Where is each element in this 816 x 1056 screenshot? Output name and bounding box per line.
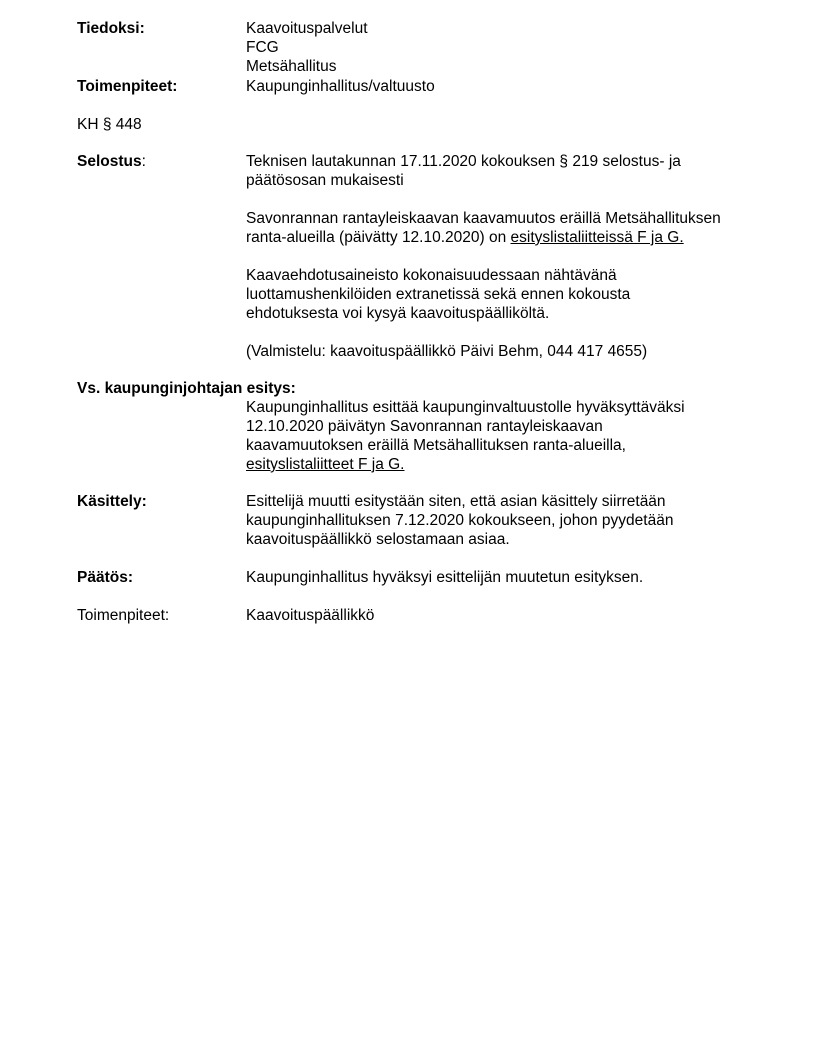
toimenpiteet-2-value: Kaavoituspäällikkö <box>246 607 375 624</box>
selostus-paragraph-1 <box>246 152 766 190</box>
recipient-metsahallitus: Metsähallitus <box>246 58 337 75</box>
selostus-p1-line: Teknisen lautakunnan 17.11.2020 kokouksen § 219 selostus- ja <box>246 153 681 170</box>
attachments-link[interactable]: esityslistaliitteissä F ja G. <box>510 229 684 246</box>
esitys-attachments-link[interactable]: esityslistaliitteet F ja G. <box>246 456 405 473</box>
tiedoksi-recipients <box>246 19 766 76</box>
esitys-label: Vs. kaupunginjohtajan esitys: <box>77 380 296 397</box>
selostus-paragraph-3 <box>246 266 766 323</box>
esitys-line: kaavamuutoksen eräillä Metsähallituksen ranta-alueilla, <box>246 437 626 454</box>
selostus-label-text: Selostus <box>77 153 142 170</box>
paatos-value: Kaupunginhallitus hyväksyi esittelijän muutetun esityksen. <box>246 569 644 586</box>
selostus-p3-line: ehdotuksesta voi kysyä kaavoituspäälliköltä. <box>246 305 550 322</box>
selostus-p2-line: Savonrannan rantayleiskaavan kaavamuutos eräillä Metsähallituksen <box>246 210 721 227</box>
esitys-text <box>246 398 766 474</box>
recipient-kaavoituspalvelut: Kaavoituspalvelut <box>246 20 368 37</box>
recipient-fcg: FCG <box>246 39 279 56</box>
kasittely-text <box>246 492 766 549</box>
selostus-p3-line: luottamushenkilöiden extranetissä sekä ennen kokousta <box>246 286 631 303</box>
selostus-label <box>77 152 146 171</box>
tiedoksi-label: Tiedoksi: <box>77 20 145 37</box>
kasittely-line: kaupunginhallituksen 7.12.2020 kokoukseen, johon pyydetään <box>246 512 674 529</box>
valmistelu-note: (Valmistelu: kaavoituspäällikkö Päivi Behm, 044 417 4655) <box>246 343 648 360</box>
toimenpiteet-2-label: Toimenpiteet: <box>77 607 170 624</box>
esitys-line: Kaupunginhallitus esittää kaupunginvaltuustolle hyväksyttäväksi <box>246 399 685 416</box>
toimenpiteet-value: Kaupunginhallitus/valtuusto <box>246 78 435 95</box>
kasittely-line: Esittelijä muutti esitystään siten, että asian käsittely siirretään <box>246 493 666 510</box>
paatos-label: Päätös: <box>77 569 133 586</box>
selostus-p1-line: päätösosan mukaisesti <box>246 172 404 189</box>
kasittely-line: kaavoituspäällikkö selostamaan asiaa. <box>246 531 510 548</box>
kasittely-label: Käsittely: <box>77 493 147 510</box>
section-reference: KH § 448 <box>77 116 142 133</box>
esitys-line: 12.10.2020 päivätyn Savonrannan rantayleiskaavan <box>246 418 603 435</box>
toimenpiteet-label: Toimenpiteet: <box>77 78 178 95</box>
selostus-p2-line <box>246 228 766 247</box>
selostus-p3-line: Kaavaehdotusaineisto kokonaisuudessaan nähtävänä <box>246 267 617 284</box>
selostus-label-colon: : <box>141 153 146 170</box>
selostus-paragraph-2 <box>246 209 766 247</box>
selostus-p2-text: ranta-alueilla (päivätty 12.10.2020) on <box>246 229 511 246</box>
